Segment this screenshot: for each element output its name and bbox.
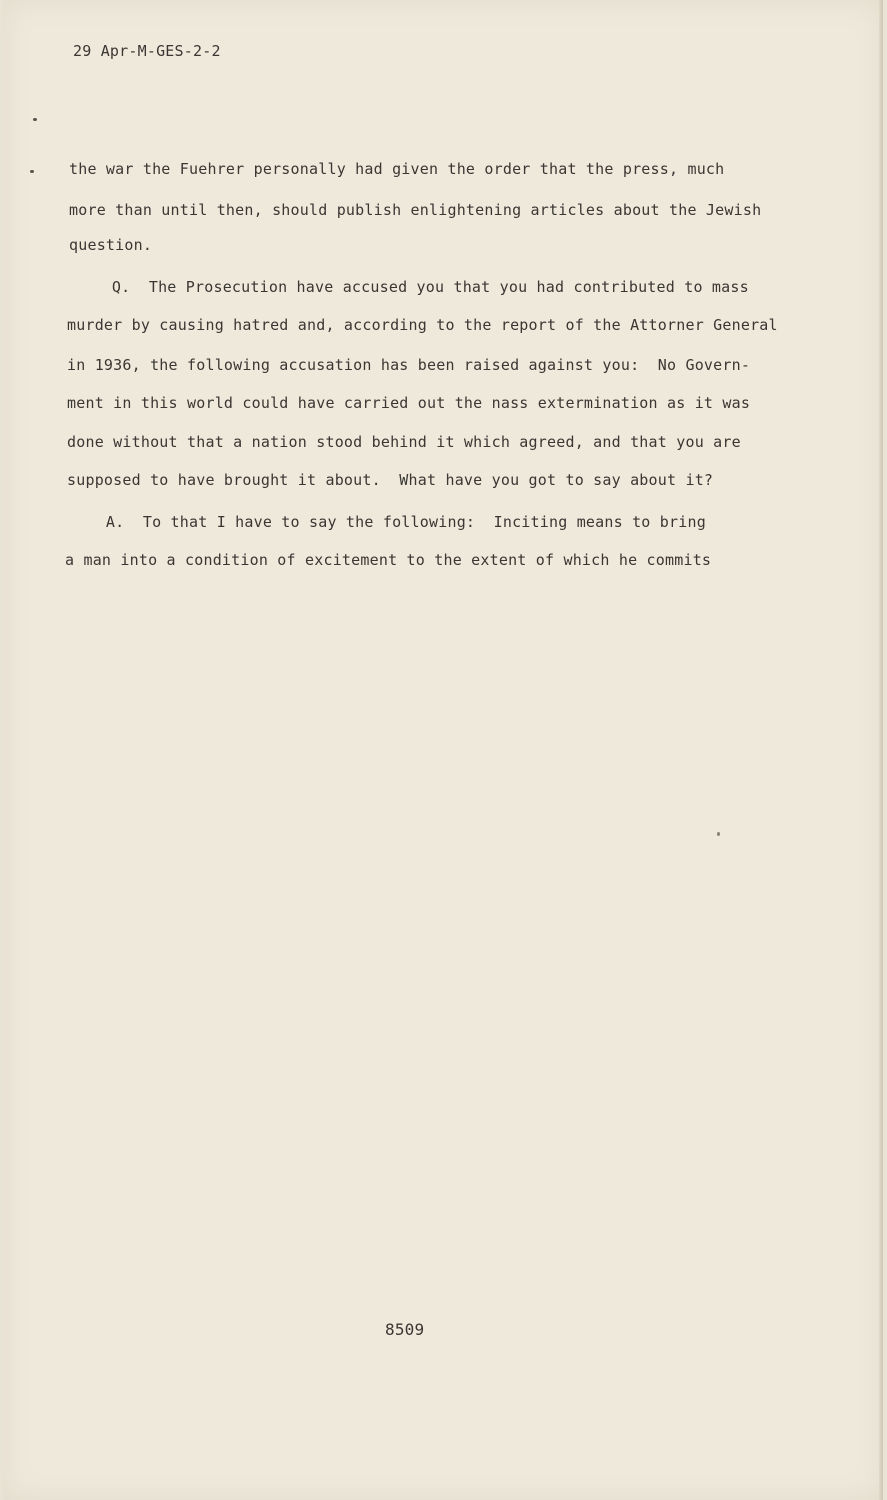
answer-line: A. To that I have to say the following: Inciting means to bring xyxy=(69,513,706,531)
question-line: Q. The Prosecution have accused you that you had contributed to mass xyxy=(75,278,749,296)
page-edge xyxy=(879,0,883,1500)
body-line: supposed to have brought it about. What have you got to say about it? xyxy=(67,471,714,489)
ink-speck xyxy=(30,170,34,173)
document-page xyxy=(3,0,883,1500)
body-line: the war the Fuehrer personally had given the order that the press, much xyxy=(69,160,725,178)
ink-speck xyxy=(717,832,720,836)
body-line: more than until then, should publish enlightening articles about the Jewish xyxy=(69,201,762,219)
body-line: murder by causing hatred and, according to the report of the Attorner General xyxy=(67,316,778,334)
ink-speck xyxy=(33,118,37,121)
document-reference: 29 Apr-M-GES-2-2 xyxy=(73,42,221,60)
body-line: done without that a nation stood behind it which agreed, and that you are xyxy=(67,433,741,451)
body-line: in 1936, the following accusation has been raised against you: No Govern- xyxy=(67,356,751,374)
body-line: ment in this world could have carried out the nass extermination as it was xyxy=(67,394,751,412)
page-number: 8509 xyxy=(385,1320,425,1339)
body-line: question. xyxy=(69,236,153,254)
body-line: a man into a condition of excitement to the extent of which he commits xyxy=(65,551,712,569)
